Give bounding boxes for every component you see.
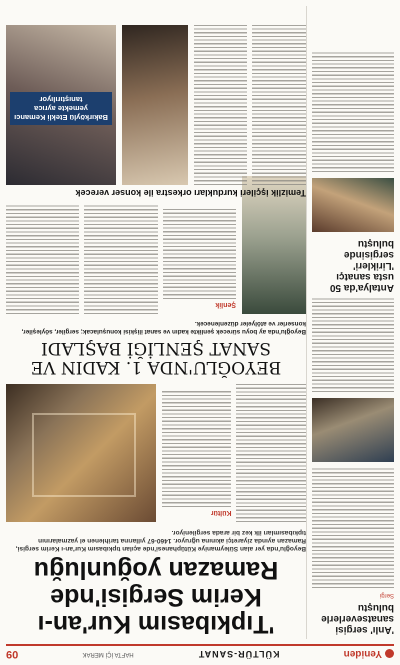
- lead-deck: Beyoğlu'nda yer alan Süleymaniye Kütüphanesi'nde açılan tıpkıbasım Kur'an-ı Kerim sergisi, Ramazan ayında ziyaretçi akınına uğruyor. 1460-67 yıllarına tarihlenen el yazmalarının tıpkıbasımları ilk kez bir arada sergileniyor.: [15, 529, 306, 552]
- brand: [344, 649, 394, 660]
- text-column: [6, 204, 79, 314]
- text-column: [194, 25, 248, 185]
- text-lines: [84, 204, 157, 314]
- sidebar-headline-2: Antalya'da 50 usta sanatçı 'Lirikleri' sergisinde buluştu: [329, 238, 394, 293]
- sidebar-kicker: Sergi: [379, 592, 394, 598]
- text-lines: [163, 207, 236, 299]
- text-column: [237, 384, 307, 522]
- masthead-rule: [6, 644, 394, 646]
- sidebar-text-1: [312, 468, 394, 588]
- sidebar-text-3: [312, 52, 394, 172]
- second-text-columns: [6, 204, 236, 314]
- second-deck: Beyoğlu'nda ay boyu sürecek şenlikte kadın ve sanat ilişkisi konuşulacak; sergiler, söyleşiler, konserler ve atölyeler düzenlenecek.: [21, 320, 306, 335]
- sidebar-photo-2: [312, 178, 394, 232]
- sidebar-text-2: [312, 297, 394, 392]
- feature-text-columns: [194, 25, 306, 185]
- sidebar-photo-1: [312, 398, 394, 462]
- text-column: [162, 384, 232, 522]
- sidebar-column: [306, 6, 394, 639]
- text-lines: [6, 204, 79, 314]
- text-column: [84, 204, 157, 314]
- feature-headline: Temizlik işçileri kurdukları orkestra ile konser verecek: [75, 188, 306, 198]
- lead-text-columns: [162, 384, 306, 522]
- feature-banner: Bakırköylü Etekli Kemancı yemekte ayrıca tanıştırılıyor: [10, 92, 112, 125]
- masthead: [6, 647, 394, 661]
- lead-headline: 'Tıpkıbasım Kur'an-ı Kerim Sergisi'nde Ramazan yoğunluğu: [33, 556, 279, 638]
- feature-body: [6, 25, 306, 185]
- text-lines: [194, 25, 248, 185]
- text-column: [253, 25, 307, 185]
- feature-photo: [6, 25, 116, 185]
- second-body: [6, 204, 306, 314]
- lead-body: [6, 384, 306, 522]
- text-lines: [162, 389, 232, 507]
- text-lines: [237, 384, 307, 522]
- issue-date: HAFTA İÇİ MERAK: [82, 651, 134, 657]
- main-content: [6, 6, 306, 639]
- lead-photo: [6, 384, 156, 522]
- text-column: [163, 204, 236, 314]
- brand-logo-icon: [385, 650, 394, 659]
- second-subhead: Şenlik: [215, 301, 236, 308]
- second-headline: BEYOĞLU'NDA 1. KADIN VE SANAT ŞENLİĞİ BAŞLADI: [30, 338, 282, 377]
- text-lines: [253, 25, 307, 185]
- page-number: 09: [6, 648, 19, 660]
- feature-photo-small: [122, 25, 188, 185]
- sidebar-headline-1: 'Anlı' sergisi sanatseverlerle buluştu: [321, 602, 394, 635]
- lead-subhead: Kültür: [210, 509, 232, 516]
- section-title: KÜLTÜR-SANAT: [197, 649, 280, 659]
- brand-name: Yeniden: [343, 648, 382, 660]
